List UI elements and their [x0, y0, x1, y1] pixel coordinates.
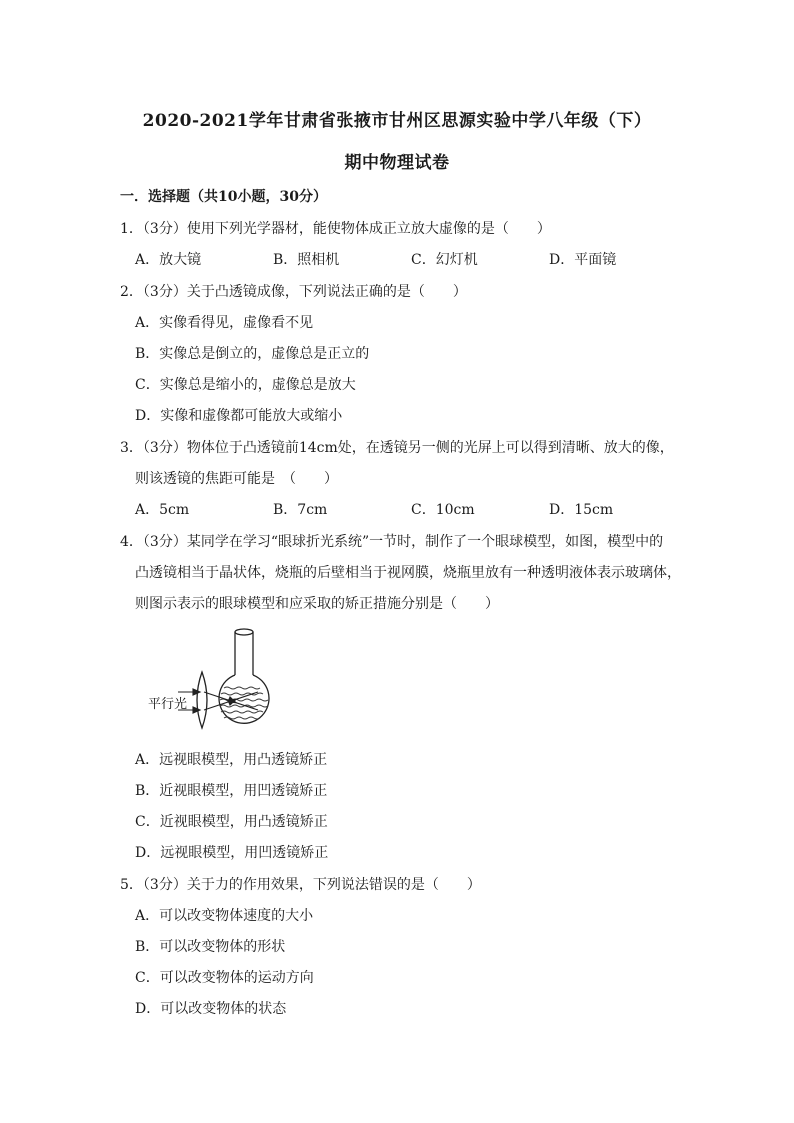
- question-5-stem: 5．（3分）关于力的作用效果，下列说法错误的是（ ）: [120, 877, 481, 893]
- question-4-stem-line3: 则图示表示的眼球模型和应采取的矫正措施分别是（ ）: [135, 596, 499, 612]
- question-4-option-b: B．近视眼模型，用凹透镜矫正: [135, 783, 328, 799]
- question-5-option-a: A．可以改变物体速度的大小: [135, 908, 314, 924]
- question-1-option-d: D．平面镜: [549, 252, 617, 268]
- question-2-option-a: A．实像看得见，虚像看不见: [135, 315, 314, 331]
- question-4-option-a: A．远视眼模型，用凸透镜矫正: [135, 752, 328, 768]
- question-4-option-d: D．远视眼模型，用凹透镜矫正: [135, 845, 329, 861]
- question-2-option-c: C．实像总是缩小的，虚像总是放大: [135, 377, 356, 393]
- question-2-stem: 2．（3分）关于凸透镜成像，下列说法正确的是（ ）: [120, 284, 467, 300]
- question-1-stem: 1．（3分）使用下列光学器材，能使物体成正立放大虚像的是（ ）: [120, 221, 551, 237]
- question-5-option-d: D．可以改变物体的状态: [135, 1001, 287, 1017]
- question-4-option-c: C．近视眼模型，用凸透镜矫正: [135, 814, 328, 830]
- question-1-option-b: B．照相机: [273, 252, 340, 268]
- convex-lens-icon: [197, 672, 207, 728]
- question-2-option-b: B．实像总是倒立的，虚像总是正立的: [135, 346, 370, 362]
- section-heading: 一．选择题（共10小题，30分）: [120, 189, 327, 205]
- question-3-option-c: C．10cm: [411, 502, 475, 518]
- question-3-stem-line2: 则该透镜的焦距可能是 （ ）: [135, 471, 338, 487]
- liquid-lines: [220, 687, 268, 719]
- question-1-option-c: C．幻灯机: [411, 252, 478, 268]
- figure-label: 平行光: [148, 697, 188, 712]
- parallel-rays: [178, 689, 258, 713]
- question-3-option-a: A．5cm: [135, 502, 190, 518]
- flask-icon: [219, 629, 269, 723]
- exam-title-line2: 期中物理试卷: [344, 153, 450, 173]
- exam-title-line1: 2020-2021学年甘肃省张掖市甘州区思源实验中学八年级（下）: [142, 111, 652, 131]
- question-3-option-b: B．7cm: [273, 502, 328, 518]
- question-3-option-d: D．15cm: [549, 502, 614, 518]
- question-4-stem-line1: 4．（3分）某同学在学习“眼球折光系统”一节时，制作了一个眼球模型，如图，模型中的: [120, 534, 664, 550]
- question-2-option-d: D．实像和虚像都可能放大或缩小: [135, 408, 343, 424]
- question-5-option-c: C．可以改变物体的运动方向: [135, 970, 314, 986]
- question-5-option-b: B．可以改变物体的形状: [135, 939, 286, 955]
- question-4-stem-line2: 凸透镜相当于晶状体，烧瓶的后壁相当于视网膜，烧瓶里放有一种透明液体表示玻璃体，: [135, 565, 681, 581]
- eye-model-figure: [140, 622, 280, 732]
- question-1-option-a: A．放大镜: [135, 252, 202, 268]
- question-3-stem-line1: 3．（3分）物体位于凸透镜前14cm处，在透镜另一侧的光屏上可以得到清晰、放大的像，: [120, 440, 674, 456]
